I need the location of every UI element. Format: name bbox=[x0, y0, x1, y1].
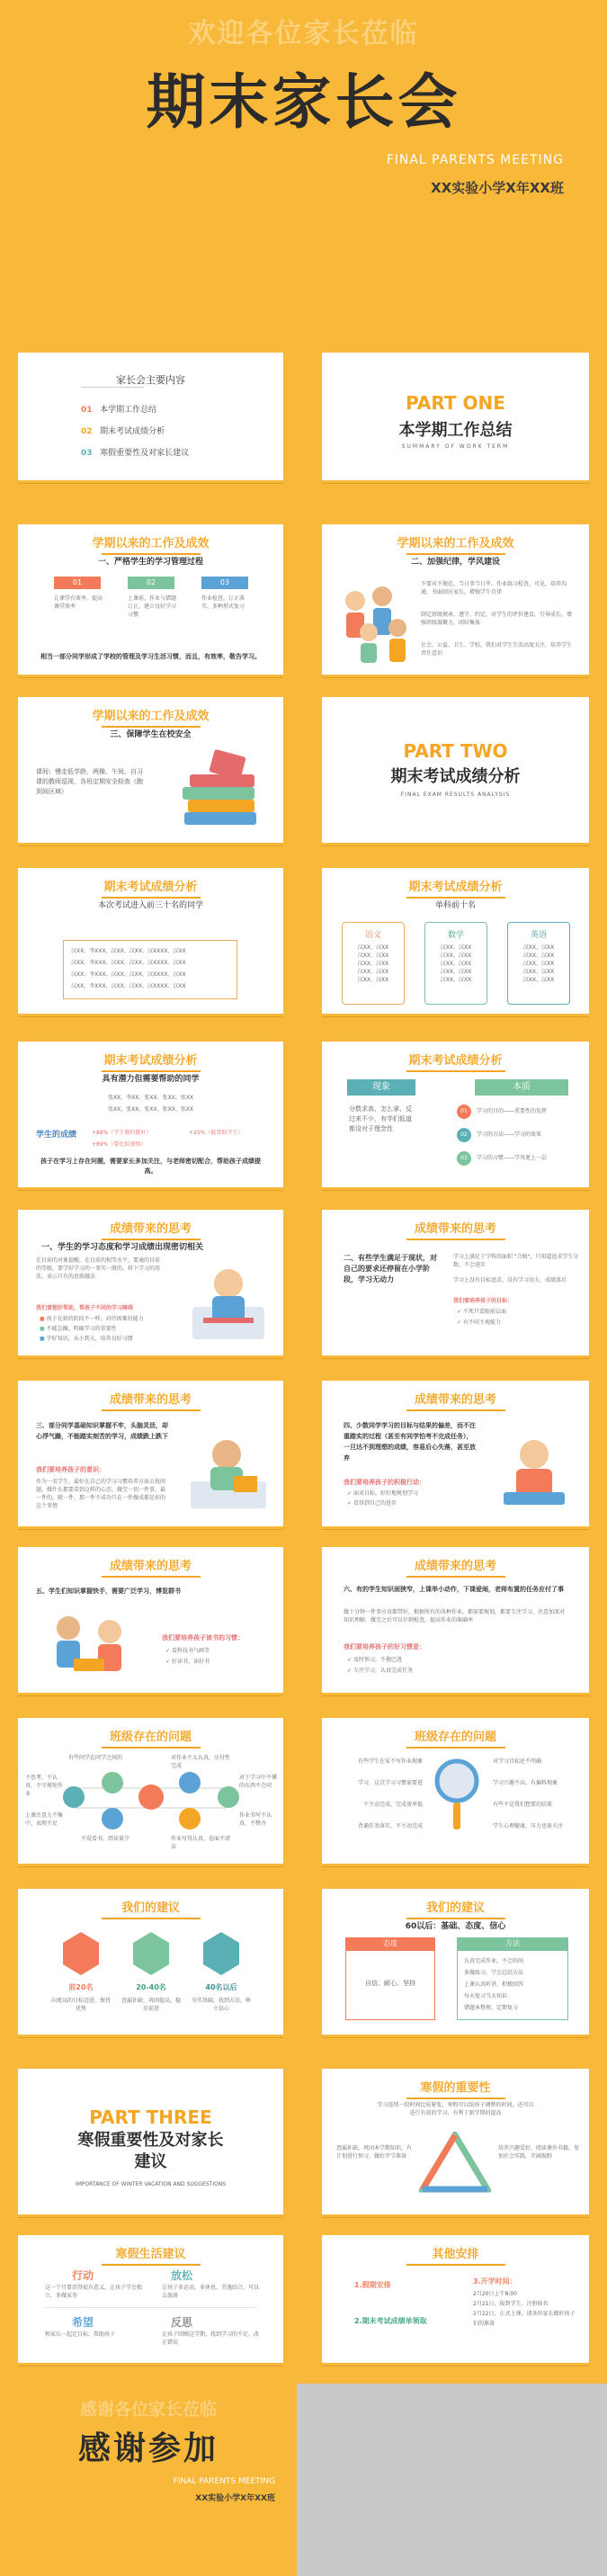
slide-subhead: 我们要培养孩子的积极行动： bbox=[344, 1479, 425, 1486]
kids-illustration bbox=[333, 578, 414, 664]
stat-2: +25%（能帮助学生） bbox=[189, 1130, 244, 1136]
part-en: FINAL EXAM RESULTS ANALYSIS bbox=[400, 792, 511, 798]
bullet-item: ✓ 看科技书气画等 bbox=[165, 1648, 210, 1654]
slide-bar bbox=[322, 2214, 589, 2217]
stat-3: +89%（要比较谨慎） bbox=[92, 1141, 147, 1148]
slide-suggest-2 bbox=[322, 1889, 589, 2037]
bullet-item: ■ 不能急躁，明确学习的重要性 bbox=[40, 1326, 117, 1332]
slide-part-three bbox=[18, 2069, 283, 2217]
part-en: SUMMARY OF WORK TERM bbox=[401, 443, 510, 450]
advice-divider bbox=[45, 2307, 256, 2308]
slide-bar bbox=[322, 675, 589, 677]
slide-problems-2 bbox=[322, 1718, 589, 1866]
bullet-item: ■ 孩子在新的阶段不一样，对待困难的能力 bbox=[40, 1316, 144, 1322]
advice-head: 放松 bbox=[171, 2269, 193, 2282]
kids-reading-illustration bbox=[41, 1605, 140, 1687]
importance-left: 查漏补缺，巩固本学期知识，有计划进行预习，做好开学准备 bbox=[336, 2145, 413, 2160]
names-row: 汉XX、李XXX、汉XX、汉XX、汉XXXX、汉XX bbox=[71, 948, 186, 954]
subject-card bbox=[507, 922, 570, 1005]
subject-name: 汉XX、汉XX bbox=[522, 944, 555, 951]
bullet-item: ✓ 不死只看眼前层面 bbox=[457, 1309, 506, 1315]
suggest-body: 夯实基础，找到方法，树立信心 bbox=[191, 1998, 251, 2012]
slide-bar bbox=[18, 480, 283, 483]
agenda-item: 02 期末考试成绩分析 bbox=[81, 427, 165, 436]
slide-title: 成绩带来的思考 bbox=[18, 1556, 283, 1578]
slide-bar bbox=[322, 1355, 589, 1358]
ending-welcome: 感谢各位家长莅临 bbox=[79, 2400, 217, 2419]
slide-title: 其他安排 bbox=[322, 2244, 589, 2266]
advice-head: 行动 bbox=[72, 2269, 94, 2282]
names-row: 汉XX、李XXX、汉XX、汉XX、汉XXXX、汉XX bbox=[71, 971, 186, 978]
problem-item: 有些学生在家不写作业现象 bbox=[357, 1758, 423, 1765]
slide-winter-advice bbox=[18, 2235, 283, 2366]
tag-03: 03 bbox=[201, 577, 248, 589]
problem-item: 对学习目标还不明确 bbox=[493, 1758, 542, 1765]
other-right-list bbox=[473, 2289, 577, 2329]
slide-part-two bbox=[322, 697, 589, 845]
subject-name: 汉XX、汉XX bbox=[440, 969, 472, 975]
slide-subhead: 我们要培养孩子的意识： bbox=[36, 1466, 105, 1473]
reading-illustration bbox=[489, 1427, 579, 1517]
slide-line: 制定班级规章，遵守、约定，对学生的评价建设，引导成长，增强班级凝聚力，团结集体 bbox=[421, 612, 573, 626]
slide-think-1 bbox=[18, 1210, 283, 1358]
slide-bar bbox=[18, 2363, 283, 2366]
slide-subhead: 我们要培养孩子的目标： bbox=[453, 1298, 513, 1304]
phenomenon-text: 分数求高、怎么拿、反过来不少，有学们低道都没对于理念性 bbox=[349, 1105, 412, 1132]
slide-results-2 bbox=[322, 868, 589, 1016]
slide-note: 孩子在学习上存在问题，需要家长多加关注，与老师密切配合，帮助孩子成绩提高。 bbox=[40, 1158, 261, 1175]
slide-bar bbox=[18, 1355, 283, 1358]
problem-item: 对于学习中不懂的东西不会问 bbox=[239, 1775, 278, 1789]
slide-title: 我们的建议 bbox=[322, 1898, 589, 1919]
bullet-item: ✓ 好读书、读好书 bbox=[165, 1659, 210, 1665]
bullet-item: ✓ 有不同主观能力 bbox=[457, 1319, 501, 1326]
slide-title: 成绩带来的思考 bbox=[322, 1556, 589, 1578]
essence-line: 学习的习惯——学风更上一层 bbox=[477, 1155, 548, 1161]
stat-1: +88%（学生做的挺好） bbox=[92, 1130, 152, 1136]
slide-text: 在目前的对象提醒，在目前的相等水平，要通的目前的等级，要学好学习的一事实一般的，将下学习的用法，表示只有的思维做法 bbox=[36, 1257, 161, 1280]
attitude-text: 自信、耐心、坚持 bbox=[365, 1980, 415, 1987]
method-item: 认真完成作业，不会的问 bbox=[464, 1958, 524, 1964]
problem-item: 学习兴趣不高，有偏科现象 bbox=[493, 1780, 558, 1786]
slide-subhead: 我们要想好帮助，帮孩子不同的学习障碍 bbox=[36, 1305, 134, 1311]
slide-subtitle: 具有潜力但需要帮助的同学 bbox=[102, 1075, 200, 1084]
slide-subtitle: 二、有些学生满足于现状，对自己的要求还停留在小学阶段，学习无动力 bbox=[344, 1254, 437, 1284]
suggest-head: 40名以后 bbox=[205, 1983, 237, 1991]
ending-school: XX实验小学X年XX班 bbox=[195, 2494, 275, 2503]
step-badge: 01 bbox=[457, 1105, 471, 1119]
bullet-item: ✓ 看得到自己的进步 bbox=[347, 1500, 397, 1507]
advice-body: 和家长一起定目标，帮助孩子 bbox=[45, 2331, 116, 2338]
names-block bbox=[18, 1092, 283, 1115]
method-item: 每天复习当天知识 bbox=[464, 1993, 508, 1999]
method-item: 多做练习，学会总结方法 bbox=[464, 1970, 524, 1976]
subject-card bbox=[424, 922, 487, 1005]
slide-work-2 bbox=[322, 524, 589, 677]
tag-01: 01 bbox=[54, 577, 101, 589]
slide-bar bbox=[18, 1526, 283, 1529]
other-right-item: 2月20日上午8:00 bbox=[473, 2291, 517, 2297]
slide-line: 学习上没有目标追求，没有学习动力，成绩落后 bbox=[453, 1277, 567, 1284]
ending-title: 感谢参加 bbox=[77, 2430, 219, 2467]
subject-name: 汉XX、汉XX bbox=[440, 953, 472, 959]
essence-line: 学习的方法——学习的效果 bbox=[477, 1131, 542, 1138]
slide-subtitle: 三、部分同学基础知识掌握不牢，头脑灵活，却心浮气躁，不能踏实刻苦的学习，成绩跌上跌下 bbox=[36, 1422, 168, 1440]
slide-bar bbox=[18, 1014, 283, 1016]
subject-name: 汉XX、汉XX bbox=[440, 977, 472, 983]
agenda-item: 03 寒假重要性及对家长建议 bbox=[81, 449, 190, 458]
slide-title: 班级存在的问题 bbox=[322, 1727, 589, 1749]
suggest-head: 前20名 bbox=[68, 1983, 94, 1991]
slide-subtitle: 60以后：基础、态度、信心 bbox=[405, 1922, 506, 1931]
ending bbox=[0, 2384, 297, 2576]
other-right-item: 2月22日，正式上课，请各位家长做好孩子们的准备 bbox=[473, 2311, 576, 2327]
problem-item: 对作业不太认真，应付性完成 bbox=[171, 1755, 231, 1769]
cover-subtitle: FINAL PARENTS MEETING bbox=[386, 153, 564, 167]
agenda-divider bbox=[81, 387, 144, 388]
tag-method: 方法 bbox=[457, 1937, 568, 1950]
slide-work-3 bbox=[18, 697, 283, 845]
slide-bar bbox=[18, 1864, 283, 1866]
slide-bar bbox=[322, 1526, 589, 1529]
slide-bar bbox=[322, 1693, 589, 1695]
slide-line: 学习上满足于学科的面积 "合格"，只知道追求学生分数，不会进步 bbox=[453, 1254, 579, 1268]
slide-title: 寒假生活建议 bbox=[18, 2244, 283, 2266]
slide-title: 成绩带来的思考 bbox=[18, 1219, 283, 1240]
slide-line: 不要对不规范，当日事当日毕，作业练习检查、可见，培养沟通，书面回应家长，增强学生自律 bbox=[421, 581, 567, 595]
slide-results-1 bbox=[18, 868, 283, 1016]
subject-label: 语文 bbox=[364, 931, 381, 940]
slide-part-one bbox=[322, 353, 589, 483]
advice-head: 希望 bbox=[72, 2316, 94, 2329]
slide-think-6 bbox=[322, 1547, 589, 1695]
subject-name: 汉XX、汉XX bbox=[357, 969, 389, 975]
names-box bbox=[63, 940, 237, 999]
part-label: PART TWO bbox=[403, 740, 508, 762]
problem-item: 学生心理健康，压力也需关注 bbox=[493, 1823, 564, 1829]
agenda-list bbox=[81, 399, 261, 464]
tag-phenomenon: 现象 bbox=[347, 1079, 415, 1096]
subject-name: 汉XX、汉XX bbox=[357, 961, 389, 967]
slide-bar bbox=[322, 2035, 589, 2037]
slide-bar bbox=[322, 1187, 589, 1190]
slide-subtitle: 五、学生们知识掌握快手，需要广泛学习，博览群书 bbox=[36, 1588, 181, 1595]
slide-title: 成绩带来的思考 bbox=[18, 1390, 283, 1411]
subject-name: 汉XX、汉XX bbox=[522, 969, 555, 975]
problem-item: 学习，这点学习习惯需要进 bbox=[357, 1780, 423, 1786]
slide-work-1 bbox=[18, 524, 283, 677]
problem-item: 背诵任务落实，不主动完成 bbox=[357, 1823, 423, 1829]
bullet-list bbox=[457, 1307, 506, 1328]
slide-bar bbox=[322, 2363, 589, 2366]
names-row: 汉XX、李XXX、汉XX、汉XX、汉XXXX、汉XX bbox=[71, 960, 186, 966]
problem-item: 不爱看书，阅读量少 bbox=[81, 1836, 130, 1842]
slide-subtitle: 四、少数同学学习的目标与结果的偏差，而不注重踏实的过程（甚至有同学怕考不完成任务），一旦达不到理想的成绩，容易后心失落，甚至放弃 bbox=[344, 1422, 476, 1462]
part-label: PART THREE bbox=[89, 2106, 212, 2128]
bullet-item: ✓ 及时预习，不拖巴逃 bbox=[347, 1657, 402, 1663]
bullet-item: ■ 学好知识，从小到大，培养良好习惯 bbox=[40, 1336, 133, 1342]
slide-title: 学期以来的工作及成效 bbox=[18, 706, 283, 728]
magnifier-icon bbox=[428, 1754, 486, 1844]
subject-name: 汉XX、汉XX bbox=[357, 977, 389, 983]
names-row: 张XX、李XX、张XX、张XX、张XX bbox=[107, 1095, 194, 1101]
slide-subtitle: 二、加强纪律，学风建设 bbox=[410, 558, 500, 567]
stat-label: 学生的成绩 bbox=[36, 1131, 77, 1140]
slide-title: 成绩带来的思考 bbox=[322, 1219, 589, 1240]
suggest-head: 20-40名 bbox=[136, 1983, 166, 1991]
slide-title: 成绩带来的思考 bbox=[322, 1390, 589, 1411]
advice-head: 反思 bbox=[171, 2316, 193, 2329]
slide-results-3 bbox=[18, 1042, 283, 1190]
problem-item: 有些不是我们想要的结果 bbox=[493, 1802, 553, 1808]
names-row: 汉XX、李XXX、汉XX、汉XX、汉XXXX、汉XX bbox=[71, 983, 186, 989]
agenda-heading: 家长会主要内容 bbox=[116, 374, 185, 386]
subject-name: 汉XX、汉XX bbox=[522, 953, 555, 959]
col-text: 上课前，作业与错题订正，建立良好学习习惯 bbox=[128, 595, 177, 618]
part-title: 本学期工作总结 bbox=[398, 421, 513, 440]
col-text: 作业检查，订正落实，多种形式复习 bbox=[201, 595, 245, 610]
tag-essence: 本质 bbox=[475, 1079, 568, 1096]
subject-name: 汉XX、汉XX bbox=[357, 953, 389, 959]
slide-suggest-1 bbox=[18, 1889, 283, 2037]
problem-item: 不主动完成，完成效率低 bbox=[362, 1802, 423, 1808]
bullet-list bbox=[40, 1314, 144, 1344]
slide-bar bbox=[18, 675, 283, 677]
slide-winter-importance bbox=[322, 2069, 589, 2217]
slide-title: 寒假的重要性 bbox=[322, 2078, 589, 2099]
step-badge: 03 bbox=[457, 1151, 471, 1166]
slide-think-5 bbox=[18, 1547, 283, 1695]
slide-title: 学期以来的工作及成效 bbox=[322, 533, 589, 555]
problem-item: 有些同学在同学之间的 bbox=[68, 1755, 123, 1761]
importance-right: 培养兴趣爱好，阅读课外书籍，参加社会实践，开阔视野 bbox=[498, 2145, 580, 2160]
slide-bar bbox=[322, 843, 589, 845]
slide-problems-1 bbox=[18, 1718, 283, 1866]
part-title: 期末考试成绩分析 bbox=[390, 767, 521, 786]
subject-name: 汉XX、汉XX bbox=[522, 977, 555, 983]
advice-body: 让孩子回顾这学期，找到学习的不足，改正错误 bbox=[162, 2331, 260, 2346]
subject-name: 汉XX、汉XX bbox=[522, 961, 555, 967]
slide-bar bbox=[18, 1693, 283, 1695]
slide-text: 课间：慢走低学龄、两操、午间、自习课的教师巡视，各班定期安全检查（跑到间区域） bbox=[36, 768, 143, 795]
slide-think-3 bbox=[18, 1381, 283, 1529]
study-illustration bbox=[180, 1429, 275, 1519]
cover bbox=[0, 0, 607, 337]
student-illustration bbox=[176, 1260, 275, 1346]
method-list bbox=[464, 1955, 565, 2014]
slide-subtitle: 一、严格学生的学习管理过程 bbox=[97, 558, 203, 567]
tag-02: 02 bbox=[128, 577, 174, 589]
slide-line: 社会、公益、卫生、学校，我们对学生生活高度关注，培养学生责任意识 bbox=[421, 642, 573, 657]
method-item: 上课认真听讲，积极回答 bbox=[464, 1981, 524, 1988]
bullet-item: ✓ 专注学习，认真完成任务 bbox=[347, 1668, 413, 1674]
slide-results-4 bbox=[322, 1042, 589, 1190]
other-right-item: 2月21日，报到学生、注册报名 bbox=[473, 2301, 549, 2307]
other-right-head: 3.开学时间： bbox=[473, 2277, 517, 2285]
bullet-list bbox=[347, 1655, 413, 1677]
slide-text: 做十分钟一件事应该都带好，根据所有的各种作业，都需要规划，都要专注学习，注意加深对知识理解，做完之后可以仔细检查，提高作业的准确率 bbox=[344, 1609, 566, 1623]
slide-agenda bbox=[18, 353, 283, 483]
suggest-body: 查漏补缺，巩固提高，稳步前进 bbox=[121, 1998, 181, 2012]
slide-title: 期末考试成绩分析 bbox=[322, 877, 589, 899]
slide-subtitle: 一、学生的学习态度和学习成绩出现密切相关 bbox=[41, 1243, 204, 1252]
slide-text: 作为一名学生，最好在自己的学习习惯培养方面去找问题，做什么都要看到这样的心态，做完一切一件事，最一件的，就一件，那一件不成功只在一件做成都是你的这个事情 bbox=[36, 1479, 166, 1509]
problem-item: 上课注意力不集中，表现不足 bbox=[25, 1812, 64, 1827]
problem-item: 不思考，不认真，不守规矩作业 bbox=[25, 1775, 64, 1797]
books-illustration bbox=[175, 749, 265, 835]
subject-card bbox=[342, 922, 405, 1005]
slide-bar bbox=[18, 843, 283, 845]
slide-think-2 bbox=[322, 1210, 589, 1358]
cover-school: XX实验小学X年XX班 bbox=[431, 180, 564, 196]
slide-bar bbox=[18, 2035, 283, 2037]
problem-item: 作业写得认真，卷面不清洁 bbox=[171, 1836, 231, 1850]
slide-other bbox=[322, 2235, 589, 2366]
slide-title: 班级存在的问题 bbox=[18, 1727, 283, 1749]
part-title: 寒假重要性及对家长建议 bbox=[77, 2131, 224, 2171]
suggestion-hexagons bbox=[18, 1889, 283, 2037]
advice-body: 这一个月要活得很有意义，让孩子学会独立，多做家务 bbox=[45, 2285, 143, 2299]
slide-think-4 bbox=[322, 1381, 589, 1529]
step-badge: 02 bbox=[457, 1128, 471, 1142]
advice-body: 让孩子多运动，多休息，劳逸结合，可以去旅游 bbox=[162, 2285, 260, 2299]
part-label: PART ONE bbox=[406, 392, 505, 414]
slide-subtitle: 本次考试进入前三十名的同学 bbox=[97, 901, 203, 910]
slide-bar bbox=[322, 1864, 589, 1866]
agenda-item: 01 本学期工作总结 bbox=[81, 406, 157, 415]
slide-subtitle: 单科前十名 bbox=[434, 901, 476, 910]
slide-title: 我们的建议 bbox=[18, 1898, 283, 1919]
bullet-item: ✓ 面对目标，好好地规划学习 bbox=[347, 1490, 418, 1497]
bullet-list bbox=[165, 1646, 210, 1668]
slide-subhead: 我们要培养孩子的好习惯是： bbox=[344, 1643, 425, 1650]
slide-subtitle: 六、有的学生知识面狭窄，上课举小动作，下课爱闹，老师布置的任务应付了事 bbox=[344, 1586, 564, 1593]
triangle-diagram bbox=[419, 2132, 491, 2195]
slide-subtitle: 三、保障学生在校安全 bbox=[110, 730, 192, 739]
empty-area bbox=[297, 2384, 607, 2576]
slide-subhead: 我们要培养孩子读书的习惯： bbox=[162, 1634, 244, 1641]
slide-bar bbox=[18, 2214, 283, 2217]
slide-note: 相当一部分同学形成了学校的管理及学习生活习惯，而且，有效率，敬告学习。 bbox=[40, 653, 261, 660]
cover-title: 期末家长会 bbox=[146, 67, 461, 137]
other-left: 2.期末考试成绩单领取 bbox=[354, 2317, 427, 2325]
col-text: 让课堂有效率，提高课堂效率 bbox=[54, 595, 103, 610]
subject-name: 汉XX、汉XX bbox=[440, 944, 472, 951]
other-left: 1.假期安排 bbox=[354, 2281, 391, 2289]
tag-attitude: 态度 bbox=[345, 1937, 435, 1950]
slide-bar bbox=[322, 1014, 589, 1016]
cover-welcome: 欢迎各位家长莅临 bbox=[188, 18, 419, 49]
slide-title: 学期以来的工作及成效 bbox=[18, 533, 283, 555]
subject-label: 英语 bbox=[530, 931, 547, 940]
slide-bar bbox=[18, 1187, 283, 1190]
part-en: IMPORTANCE OF WINTER VACATION AND SUGGESTIONS bbox=[75, 2181, 227, 2187]
subject-name: 汉XX、汉XX bbox=[440, 961, 472, 967]
slide-title: 期末考试成绩分析 bbox=[322, 1051, 589, 1072]
problem-item: 作业书写不认真、不整齐 bbox=[239, 1812, 272, 1827]
slide-bar bbox=[322, 480, 589, 483]
suggest-body: 向更高的目标迈进，保持优势 bbox=[50, 1998, 111, 2012]
method-item: 错题本整理，定期复习 bbox=[464, 2005, 519, 2011]
names-row: 张XX、张XX、张XX、张XX、张XX bbox=[107, 1106, 194, 1113]
essence-line: 学习的目的——重要性的发挥 bbox=[477, 1108, 548, 1114]
subject-label: 数学 bbox=[447, 931, 464, 940]
slide-title: 期末考试成绩分析 bbox=[18, 1051, 283, 1072]
ending-subtitle: FINAL PARENTS MEETING bbox=[173, 2477, 275, 2486]
bullet-list bbox=[347, 1489, 418, 1508]
slide-title: 期末考试成绩分析 bbox=[18, 877, 283, 899]
subject-name: 汉XX、汉XX bbox=[357, 944, 389, 951]
importance-top: 学习连续一段时间比较紧张，寒假可以给孩子调整的时间，还可以进行有效的学习，有利于新学期的提高 bbox=[377, 2102, 534, 2116]
